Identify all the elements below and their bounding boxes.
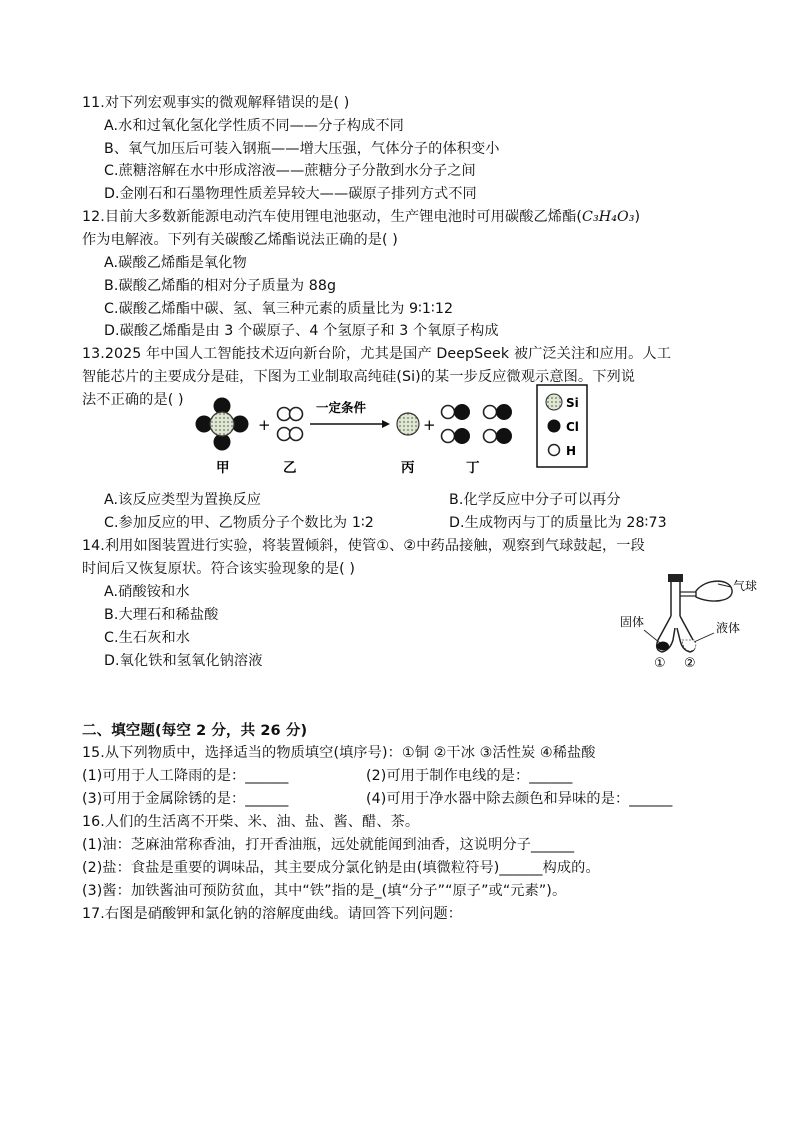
q12-formula: C₃H₄O₃ bbox=[582, 209, 635, 225]
q13-stem-line1: 13.2025 年中国人工智能技术迈向新台阶，尤其是国产 DeepSeek 被广泛关注和应用。人工 bbox=[82, 346, 671, 362]
q13-option-a: A.该反应类型为置换反应 bbox=[104, 492, 262, 508]
tube-2-label: ② bbox=[684, 656, 696, 671]
q11-option-c: C.蔗糖溶解在水中形成溶液——蔗糖分子分散到水分子之间 bbox=[104, 163, 476, 179]
legend-h-label: H bbox=[566, 444, 577, 458]
q12-stem-line2: 作为电解液。下列有关碳酸乙烯酯说法正确的是( ) bbox=[82, 232, 398, 248]
q13-option-b: B.化学反应中分子可以再分 bbox=[449, 492, 621, 508]
molecule-ding bbox=[442, 404, 513, 444]
tube-1-label: ① bbox=[654, 656, 666, 671]
q12-stem-line1 bbox=[82, 207, 640, 227]
diagram-legend bbox=[537, 385, 587, 467]
y-tube-apparatus bbox=[618, 570, 778, 672]
legend-si-label: Si bbox=[566, 396, 579, 410]
q15-part-1: (1)可用于人工降雨的是：______ bbox=[82, 768, 289, 784]
label-ding: 丁 bbox=[466, 460, 480, 476]
q13-option-c: C.参加反应的甲、乙物质分子个数比为 1∶2 bbox=[104, 515, 374, 531]
q14-option-d: D.氧化铁和氢氧化钠溶液 bbox=[104, 653, 263, 669]
q11-option-b: B、氧气加压后可装入钢瓶——增大压强，气体分子的体积变小 bbox=[104, 141, 500, 157]
q16-part-3: (3)酱：加铁酱油可预防贫血，其中“铁”指的是_(填“分子”“原子”或“元素”)。 bbox=[82, 883, 567, 899]
q12-stem-close: ) bbox=[634, 209, 641, 225]
solid-label: 固体 bbox=[620, 615, 645, 629]
label-bing: 丙 bbox=[401, 460, 415, 476]
q12-option-c: C.碳酸乙烯酯中碳、氢、氧三种元素的质量比为 9∶1∶12 bbox=[104, 301, 454, 317]
q15-part-2: (2)可用于制作电线的是：______ bbox=[366, 768, 573, 784]
liquid-label: 液体 bbox=[716, 621, 741, 635]
molecule-jia bbox=[196, 398, 249, 451]
q11-stem: 11.对下列宏观事实的微观解释错误的是( ) bbox=[82, 95, 350, 111]
balloon-label: 气球 bbox=[733, 579, 758, 593]
q12-option-b: B.碳酸乙烯酯的相对分子质量为 88g bbox=[104, 278, 337, 294]
q14-option-b: B.大理石和稀盐酸 bbox=[104, 607, 219, 623]
q13-option-d: D.生成物丙与丁的质量比为 28∶73 bbox=[449, 515, 667, 531]
section-2-title: 二、填空题(每空 2 分，共 26 分) bbox=[82, 723, 308, 739]
reaction-condition: 一定条件 bbox=[316, 400, 367, 415]
q15-part-3: (3)可用于金属除锈的是：______ bbox=[82, 791, 289, 807]
q17-stem: 17.右图是硝酸钾和氯化钠的溶解度曲线。请回答下列问题： bbox=[82, 906, 463, 922]
label-jia: 甲 bbox=[216, 460, 230, 476]
q12-option-d: D.碳酸乙烯酯是由 3 个碳原子、4 个氢原子和 3 个氧原子构成 bbox=[104, 323, 499, 339]
q14-option-a: A.硝酸铵和水 bbox=[104, 584, 190, 600]
label-yi: 乙 bbox=[283, 460, 297, 476]
plus-sign-1: + bbox=[258, 416, 271, 434]
legend-cl-label: Cl bbox=[566, 420, 579, 434]
q15-stem: 15.从下列物质中，选择适当的物质填空(填序号)：①铜 ②干冰 ③活性炭 ④稀盐酸 bbox=[82, 745, 596, 761]
q14-stem-line1: 14.利用如图装置进行实验，将装置倾斜，使管①、②中药品接触，观察到气球鼓起，一段 bbox=[82, 538, 645, 554]
reaction-arrow bbox=[310, 420, 390, 428]
molecule-yi bbox=[278, 408, 303, 441]
q14-stem-line2: 时间后又恢复原状。符合该实验现象的是( ) bbox=[82, 561, 356, 577]
q13-stem-line2: 智能芯片的主要成分是硅，下图为工业制取高纯硅(Si)的某一步反应微观示意图。下列说 bbox=[82, 369, 636, 385]
q16-part-1: (1)油：芝麻油常称香油，打开香油瓶，远处就能闻到油香，这说明分子______ bbox=[82, 837, 575, 853]
q16-stem: 16.人们的生活离不开柴、米、油、盐、酱、醋、茶。 bbox=[82, 814, 420, 830]
q11-option-d: D.金刚石和石墨物理性质差异较大——碳原子排列方式不同 bbox=[104, 186, 477, 202]
molecule-bing bbox=[397, 413, 419, 435]
plus-sign-2: + bbox=[423, 416, 436, 434]
q14-option-c: C.生石灰和水 bbox=[104, 630, 191, 646]
balloon-shape bbox=[696, 581, 732, 601]
q15-part-4: (4)可用于净水器中除去颜色和异味的是：______ bbox=[366, 791, 673, 807]
q16-part-2: (2)盐：食盐是重要的调味品，其主要成分氯化钠是由(填微粒符号)______构成的。 bbox=[82, 860, 600, 876]
reaction-diagram bbox=[190, 380, 590, 485]
solid-sample bbox=[657, 642, 669, 651]
q13-stem-line3: 法不正确的是( ) bbox=[82, 392, 184, 408]
q12-option-a: A.碳酸乙烯酯是氧化物 bbox=[104, 255, 247, 271]
q11-option-a: A.水和过氧化氢化学性质不同——分子构成不同 bbox=[104, 118, 404, 134]
q12-stem-text: 12.目前大多数新能源电动汽车使用锂电池驱动，生产锂电池时可用碳酸乙烯酯( bbox=[82, 209, 582, 225]
